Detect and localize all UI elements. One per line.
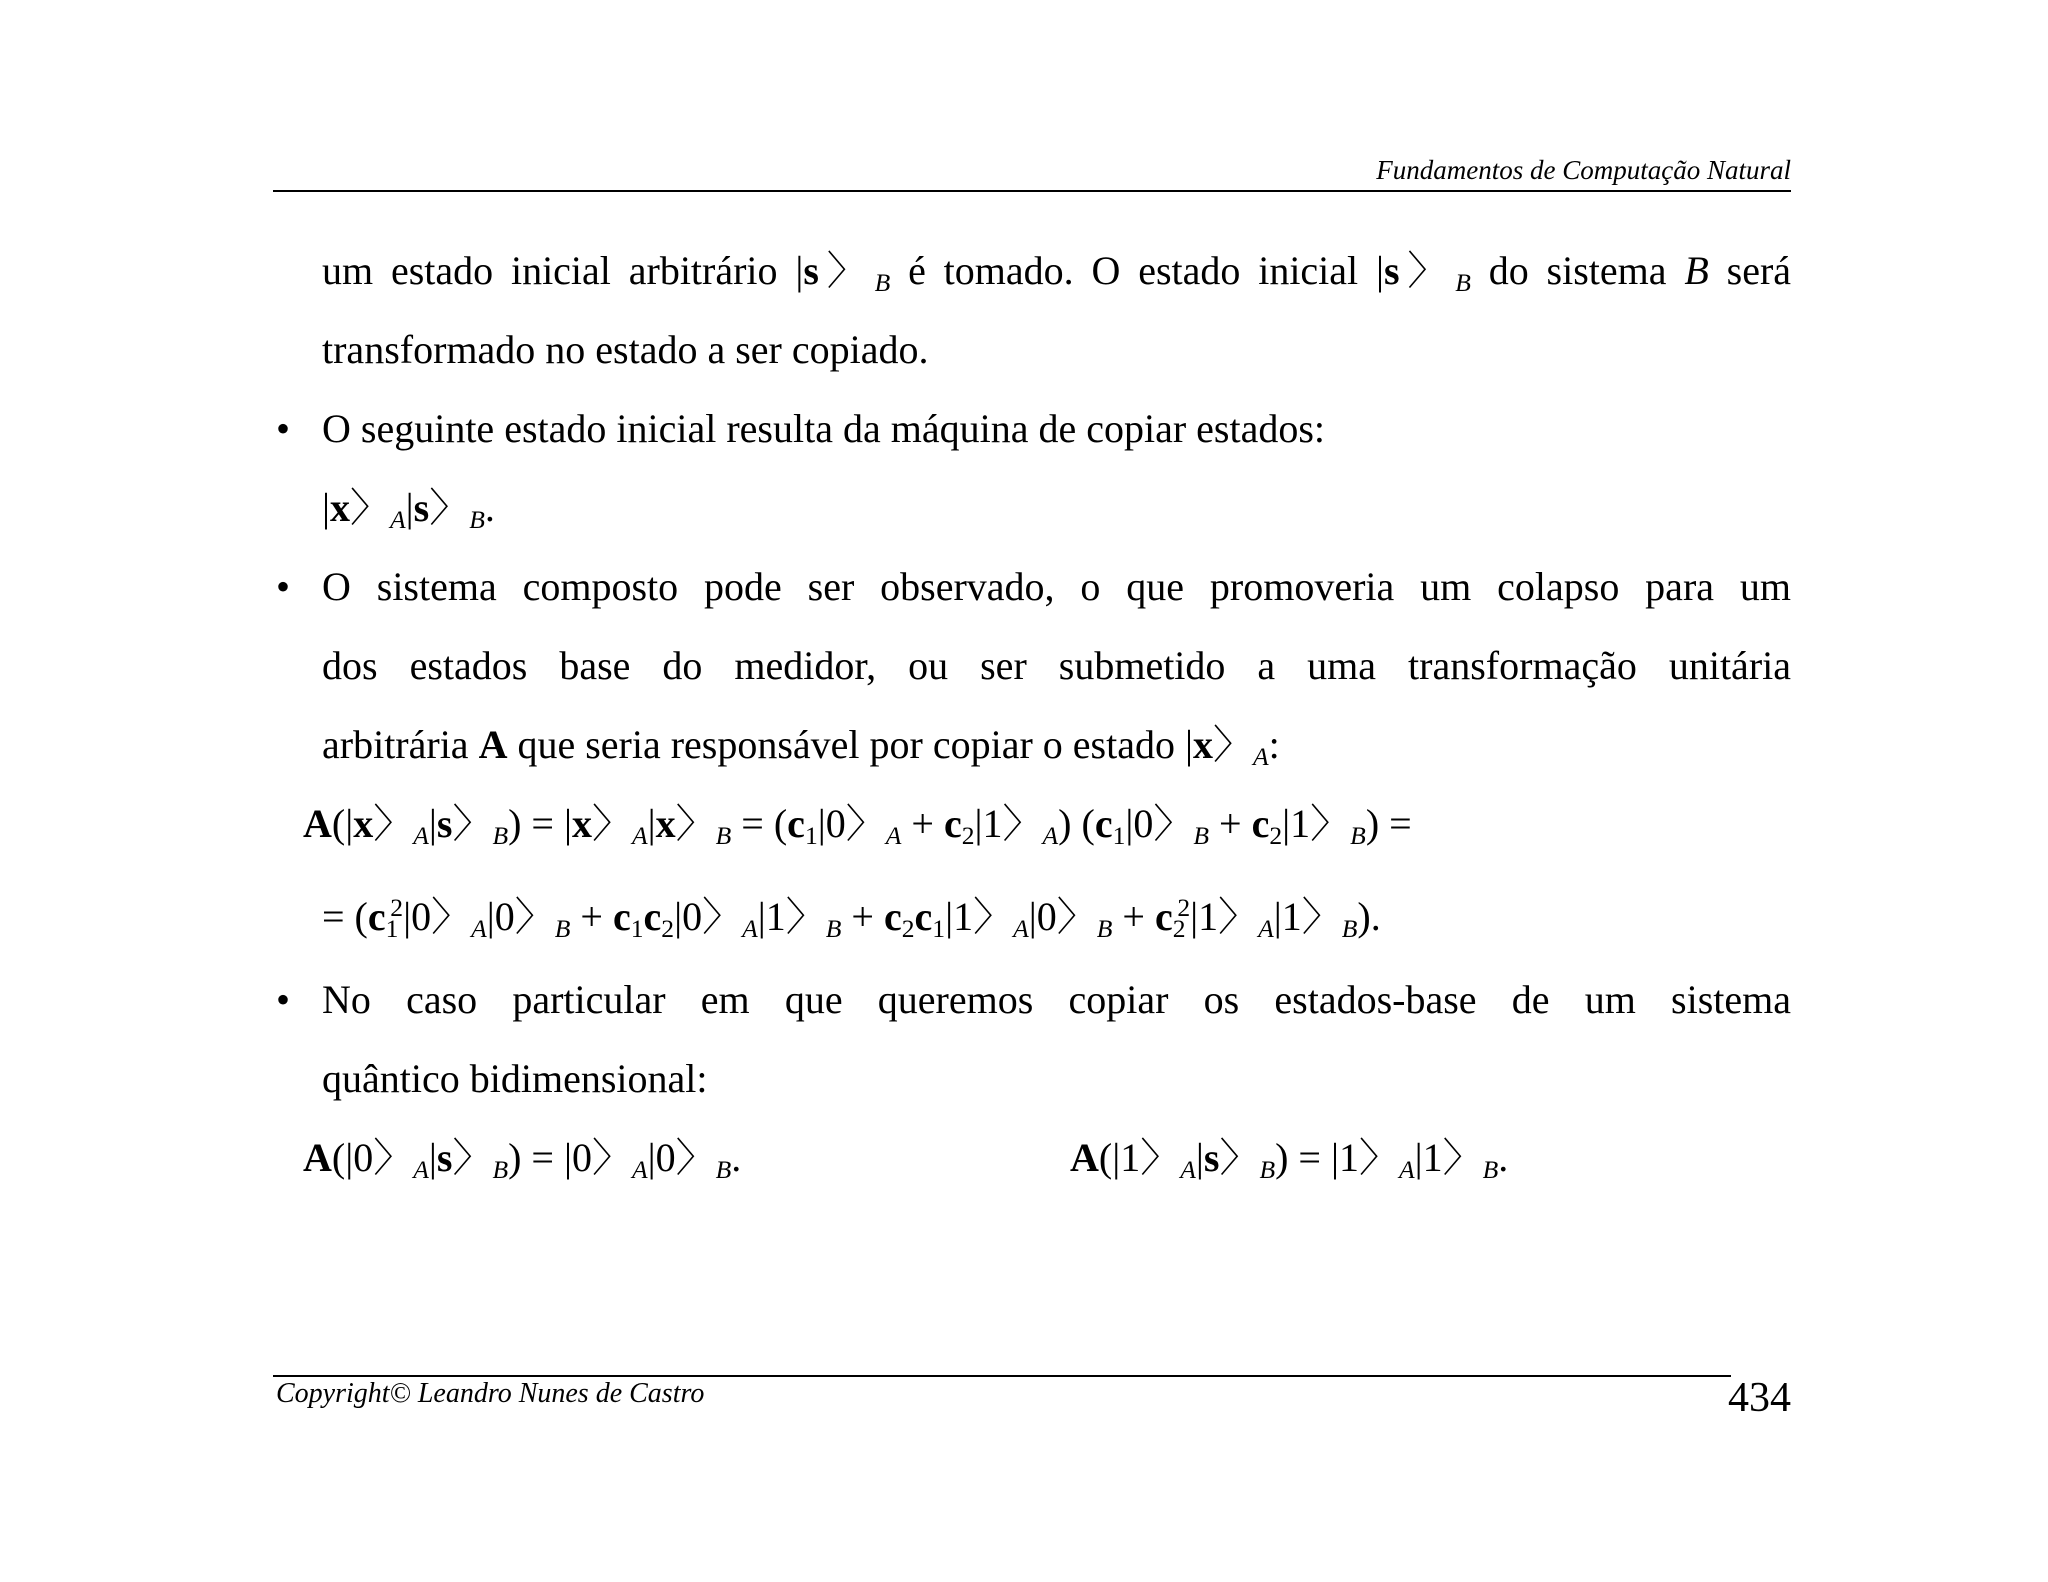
bullet-1-text: O seguinte estado inicial resulta da máquina de copiar estados: xyxy=(322,406,1326,451)
bullet-1-formula: |x〉$_A$|s〉$_B$. xyxy=(322,485,495,535)
equation-3: A(|0〉$_A$|s〉$_B$) = |0〉$_A$|0〉$_B$. xyxy=(303,1135,742,1185)
bullet-2-line-3: arbitrária A que seria responsável por copiar o estado |x〉$_A$: xyxy=(322,722,1280,772)
bullet-2-line-2: dos estados base do medidor, ou ser submetido a uma transformação unitária xyxy=(322,643,1791,688)
equation-4: A(|1〉$_A$|s〉$_B$) = |1〉$_A$|1〉$_B$. xyxy=(1070,1135,1509,1185)
equation-2: = ($c_1^2|0$〉$_A$|0〉$_B + c_1c_2|0$〉$_A$|1〉$_B + c_2c_1|1$〉$_A$|0〉$_B + c_2^2|1$〉$_A$|1〉$_B$). xyxy=(322,892,1381,944)
bullet-3-line-1: No caso particular em que queremos copiar os estados-base de um sistema xyxy=(322,977,1791,1022)
bullet-icon: • xyxy=(276,406,291,451)
header-rule xyxy=(273,190,1791,192)
bullet-icon: • xyxy=(276,564,291,609)
bullet-2-line-1: O sistema composto pode ser observado, o que promoveria um colapso para um xyxy=(322,564,1791,609)
equation-1: A(|x〉$_A$|s〉$_B$) = |x〉$_A$|x〉$_B = (c_1|0$〉$_A + c_2|1$〉$_A$) ($c_1|0$〉$_B + c_2|1$〉$_B$) = xyxy=(303,801,1412,851)
page-number: 434 xyxy=(1728,1375,1791,1421)
bullet-icon: • xyxy=(276,977,291,1022)
paragraph-line-1: um estado inicial arbitrário |s〉$_B$ é tomado. O estado inicial |s〉$_B$ do sistema B será xyxy=(322,248,1792,298)
footer-rule xyxy=(273,1375,1731,1377)
footer-copyright: Copyright© Leandro Nunes de Castro xyxy=(276,1378,705,1409)
paragraph-line-2: transformado no estado a ser copiado. xyxy=(322,327,929,372)
bullet-3-line-2: quântico bidimensional: xyxy=(322,1056,708,1101)
running-header: Fundamentos de Computação Natural xyxy=(1376,155,1791,185)
